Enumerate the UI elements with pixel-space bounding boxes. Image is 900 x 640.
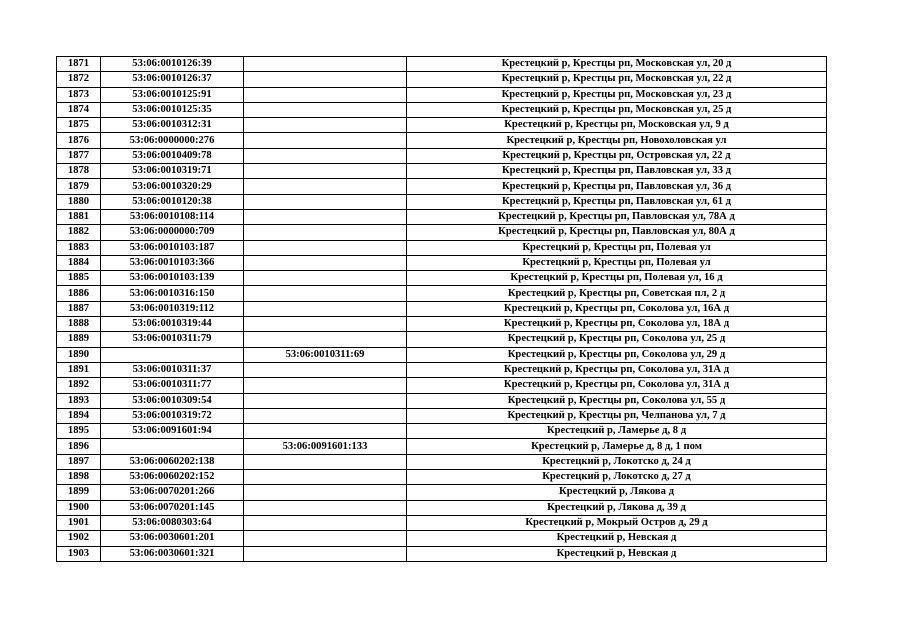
address-cell: Крестецкий р, Крестцы рп, Соколова ул, 25 д <box>407 332 827 347</box>
table-row <box>57 164 827 179</box>
cadastral-number-cell: 53:06:0060202:152 <box>101 470 244 485</box>
room-cadastral-number-cell <box>244 225 407 240</box>
row-number-cell: 1893 <box>57 393 101 408</box>
table-row <box>57 225 827 240</box>
room-cadastral-number-cell <box>244 164 407 179</box>
room-cadastral-number-cell <box>244 378 407 393</box>
address-cell: Крестецкий р, Ламерье д, 8 д, 1 пом <box>407 439 827 454</box>
table-row <box>57 240 827 255</box>
cadastral-number-cell: 53:06:0010125:35 <box>101 102 244 117</box>
table-row <box>57 531 827 546</box>
address-cell: Крестецкий р, Крестцы рп, Павловская ул, 36 д <box>407 179 827 194</box>
row-number-cell: 1888 <box>57 317 101 332</box>
row-number-cell: 1885 <box>57 271 101 286</box>
table-row <box>57 546 827 561</box>
address-cell: Крестецкий р, Невская д <box>407 546 827 561</box>
cadastral-number-cell: 53:06:0010103:366 <box>101 255 244 270</box>
row-number-cell: 1872 <box>57 72 101 87</box>
cadastral-number-cell: 53:06:0030601:201 <box>101 531 244 546</box>
room-cadastral-number-cell <box>244 531 407 546</box>
table-row <box>57 286 827 301</box>
row-number-cell: 1876 <box>57 133 101 148</box>
row-number-cell: 1901 <box>57 515 101 530</box>
address-cell: Крестецкий р, Крестцы рп, Полевая ул <box>407 240 827 255</box>
registry-table-body <box>57 57 827 562</box>
row-number-cell: 1884 <box>57 255 101 270</box>
row-number-cell: 1877 <box>57 148 101 163</box>
address-cell: Крестецкий р, Крестцы рп, Новохоловская ул <box>407 133 827 148</box>
cadastral-number-cell: 53:06:0030601:321 <box>101 546 244 561</box>
room-cadastral-number-cell <box>244 500 407 515</box>
row-number-cell: 1873 <box>57 87 101 102</box>
address-cell: Крестецкий р, Крестцы рп, Соколова ул, 55 д <box>407 393 827 408</box>
row-number-cell: 1883 <box>57 240 101 255</box>
cadastral-number-cell: 53:06:0010319:71 <box>101 164 244 179</box>
cadastral-number-cell: 53:06:0010319:112 <box>101 301 244 316</box>
cadastral-number-cell: 53:06:0000000:709 <box>101 225 244 240</box>
room-cadastral-number-cell <box>244 424 407 439</box>
room-cadastral-number-cell <box>244 515 407 530</box>
cadastral-number-cell: 53:06:0010311:37 <box>101 362 244 377</box>
table-row <box>57 194 827 209</box>
table-row <box>57 72 827 87</box>
cadastral-number-cell: 53:06:0080303:64 <box>101 515 244 530</box>
address-cell: Крестецкий р, Крестцы рп, Московская ул, 22 д <box>407 72 827 87</box>
cadastral-number-cell: 53:06:0010320:29 <box>101 179 244 194</box>
row-number-cell: 1881 <box>57 209 101 224</box>
row-number-cell: 1889 <box>57 332 101 347</box>
cadastral-number-cell: 53:06:0010125:91 <box>101 87 244 102</box>
table-row <box>57 317 827 332</box>
table-row <box>57 378 827 393</box>
table-row <box>57 408 827 423</box>
address-cell: Крестецкий р, Невская д <box>407 531 827 546</box>
address-cell: Крестецкий р, Крестцы рп, Соколова ул, 18А д <box>407 317 827 332</box>
row-number-cell: 1882 <box>57 225 101 240</box>
table-row <box>57 454 827 469</box>
address-cell: Крестецкий р, Крестцы рп, Московская ул, 25 д <box>407 102 827 117</box>
address-cell: Крестецкий р, Крестцы рп, Полевая ул <box>407 255 827 270</box>
table-row <box>57 470 827 485</box>
row-number-cell: 1902 <box>57 531 101 546</box>
room-cadastral-number-cell <box>244 118 407 133</box>
address-cell: Крестецкий р, Крестцы рп, Соколова ул, 31А д <box>407 378 827 393</box>
row-number-cell: 1898 <box>57 470 101 485</box>
row-number-cell: 1871 <box>57 57 101 72</box>
row-number-cell: 1899 <box>57 485 101 500</box>
cadastral-number-cell: 53:06:0010311:77 <box>101 378 244 393</box>
room-cadastral-number-cell <box>244 485 407 500</box>
table-row <box>57 118 827 133</box>
cadastral-number-cell: 53:06:0010311:79 <box>101 332 244 347</box>
row-number-cell: 1903 <box>57 546 101 561</box>
room-cadastral-number-cell <box>244 57 407 72</box>
cadastral-number-cell: 53:06:0091601:94 <box>101 424 244 439</box>
room-cadastral-number-cell <box>244 393 407 408</box>
address-cell: Крестецкий р, Крестцы рп, Соколова ул, 29 д <box>407 347 827 362</box>
room-cadastral-number-cell <box>244 179 407 194</box>
table-row <box>57 393 827 408</box>
room-cadastral-number-cell <box>244 546 407 561</box>
table-row <box>57 515 827 530</box>
row-number-cell: 1897 <box>57 454 101 469</box>
cadastral-number-cell <box>101 347 244 362</box>
cadastral-number-cell: 53:06:0070201:266 <box>101 485 244 500</box>
table-row <box>57 179 827 194</box>
address-cell: Крестецкий р, Мокрый Остров д, 29 д <box>407 515 827 530</box>
room-cadastral-number-cell: 53:06:0091601:133 <box>244 439 407 454</box>
table-row <box>57 148 827 163</box>
table-row <box>57 133 827 148</box>
document-page <box>56 56 826 562</box>
cadastral-number-cell: 53:06:0010108:114 <box>101 209 244 224</box>
cadastral-number-cell: 53:06:0010103:187 <box>101 240 244 255</box>
address-cell: Крестецкий р, Крестцы рп, Челпанова ул, 7 д <box>407 408 827 423</box>
address-cell: Крестецкий р, Крестцы рп, Советская пл, 2 д <box>407 286 827 301</box>
row-number-cell: 1886 <box>57 286 101 301</box>
table-row <box>57 485 827 500</box>
cadastral-number-cell: 53:06:0010409:78 <box>101 148 244 163</box>
row-number-cell: 1900 <box>57 500 101 515</box>
room-cadastral-number-cell <box>244 255 407 270</box>
row-number-cell: 1875 <box>57 118 101 133</box>
room-cadastral-number-cell <box>244 133 407 148</box>
room-cadastral-number-cell <box>244 148 407 163</box>
row-number-cell: 1874 <box>57 102 101 117</box>
cadastral-number-cell: 53:06:0010309:54 <box>101 393 244 408</box>
room-cadastral-number-cell <box>244 209 407 224</box>
table-row <box>57 102 827 117</box>
table-row <box>57 87 827 102</box>
room-cadastral-number-cell: 53:06:0010311:69 <box>244 347 407 362</box>
address-cell: Крестецкий р, Крестцы рп, Полевая ул, 16 д <box>407 271 827 286</box>
table-row <box>57 271 827 286</box>
row-number-cell: 1896 <box>57 439 101 454</box>
room-cadastral-number-cell <box>244 454 407 469</box>
table-row <box>57 424 827 439</box>
table-row <box>57 255 827 270</box>
address-cell: Крестецкий р, Крестцы рп, Соколова ул, 16А д <box>407 301 827 316</box>
table-row <box>57 332 827 347</box>
room-cadastral-number-cell <box>244 102 407 117</box>
property-registry-table <box>56 56 827 562</box>
row-number-cell: 1880 <box>57 194 101 209</box>
address-cell: Крестецкий р, Локотско д, 24 д <box>407 454 827 469</box>
cadastral-number-cell: 53:06:0010316:150 <box>101 286 244 301</box>
cadastral-number-cell: 53:06:0070201:145 <box>101 500 244 515</box>
room-cadastral-number-cell <box>244 470 407 485</box>
address-cell: Крестецкий р, Лякова д, 39 д <box>407 500 827 515</box>
cadastral-number-cell: 53:06:0010319:44 <box>101 317 244 332</box>
address-cell: Крестецкий р, Локотско д, 27 д <box>407 470 827 485</box>
row-number-cell: 1895 <box>57 424 101 439</box>
row-number-cell: 1891 <box>57 362 101 377</box>
address-cell: Крестецкий р, Крестцы рп, Павловская ул, 78А д <box>407 209 827 224</box>
table-row <box>57 209 827 224</box>
table-row <box>57 362 827 377</box>
row-number-cell: 1894 <box>57 408 101 423</box>
room-cadastral-number-cell <box>244 362 407 377</box>
cadastral-number-cell: 53:06:0010103:139 <box>101 271 244 286</box>
address-cell: Крестецкий р, Крестцы рп, Московская ул, 20 д <box>407 57 827 72</box>
row-number-cell: 1890 <box>57 347 101 362</box>
address-cell: Крестецкий р, Ламерье д, 8 д <box>407 424 827 439</box>
cadastral-number-cell: 53:06:0010120:38 <box>101 194 244 209</box>
table-row <box>57 500 827 515</box>
room-cadastral-number-cell <box>244 72 407 87</box>
cadastral-number-cell: 53:06:0010126:37 <box>101 72 244 87</box>
cadastral-number-cell: 53:06:0060202:138 <box>101 454 244 469</box>
room-cadastral-number-cell <box>244 408 407 423</box>
address-cell: Крестецкий р, Крестцы рп, Павловская ул, 80А д <box>407 225 827 240</box>
cadastral-number-cell: 53:06:0010312:31 <box>101 118 244 133</box>
cadastral-number-cell: 53:06:0010319:72 <box>101 408 244 423</box>
room-cadastral-number-cell <box>244 271 407 286</box>
row-number-cell: 1878 <box>57 164 101 179</box>
table-row <box>57 57 827 72</box>
address-cell: Крестецкий р, Лякова д <box>407 485 827 500</box>
room-cadastral-number-cell <box>244 301 407 316</box>
address-cell: Крестецкий р, Крестцы рп, Островская ул, 22 д <box>407 148 827 163</box>
room-cadastral-number-cell <box>244 332 407 347</box>
cadastral-number-cell: 53:06:0010126:39 <box>101 57 244 72</box>
room-cadastral-number-cell <box>244 194 407 209</box>
address-cell: Крестецкий р, Крестцы рп, Соколова ул, 31А д <box>407 362 827 377</box>
room-cadastral-number-cell <box>244 87 407 102</box>
address-cell: Крестецкий р, Крестцы рп, Павловская ул, 33 д <box>407 164 827 179</box>
table-row <box>57 301 827 316</box>
address-cell: Крестецкий р, Крестцы рп, Московская ул, 23 д <box>407 87 827 102</box>
row-number-cell: 1887 <box>57 301 101 316</box>
room-cadastral-number-cell <box>244 286 407 301</box>
cadastral-number-cell: 53:06:0000000:276 <box>101 133 244 148</box>
row-number-cell: 1879 <box>57 179 101 194</box>
room-cadastral-number-cell <box>244 240 407 255</box>
address-cell: Крестецкий р, Крестцы рп, Московская ул, 9 д <box>407 118 827 133</box>
table-row <box>57 439 827 454</box>
address-cell: Крестецкий р, Крестцы рп, Павловская ул, 61 д <box>407 194 827 209</box>
room-cadastral-number-cell <box>244 317 407 332</box>
cadastral-number-cell <box>101 439 244 454</box>
row-number-cell: 1892 <box>57 378 101 393</box>
table-row <box>57 347 827 362</box>
